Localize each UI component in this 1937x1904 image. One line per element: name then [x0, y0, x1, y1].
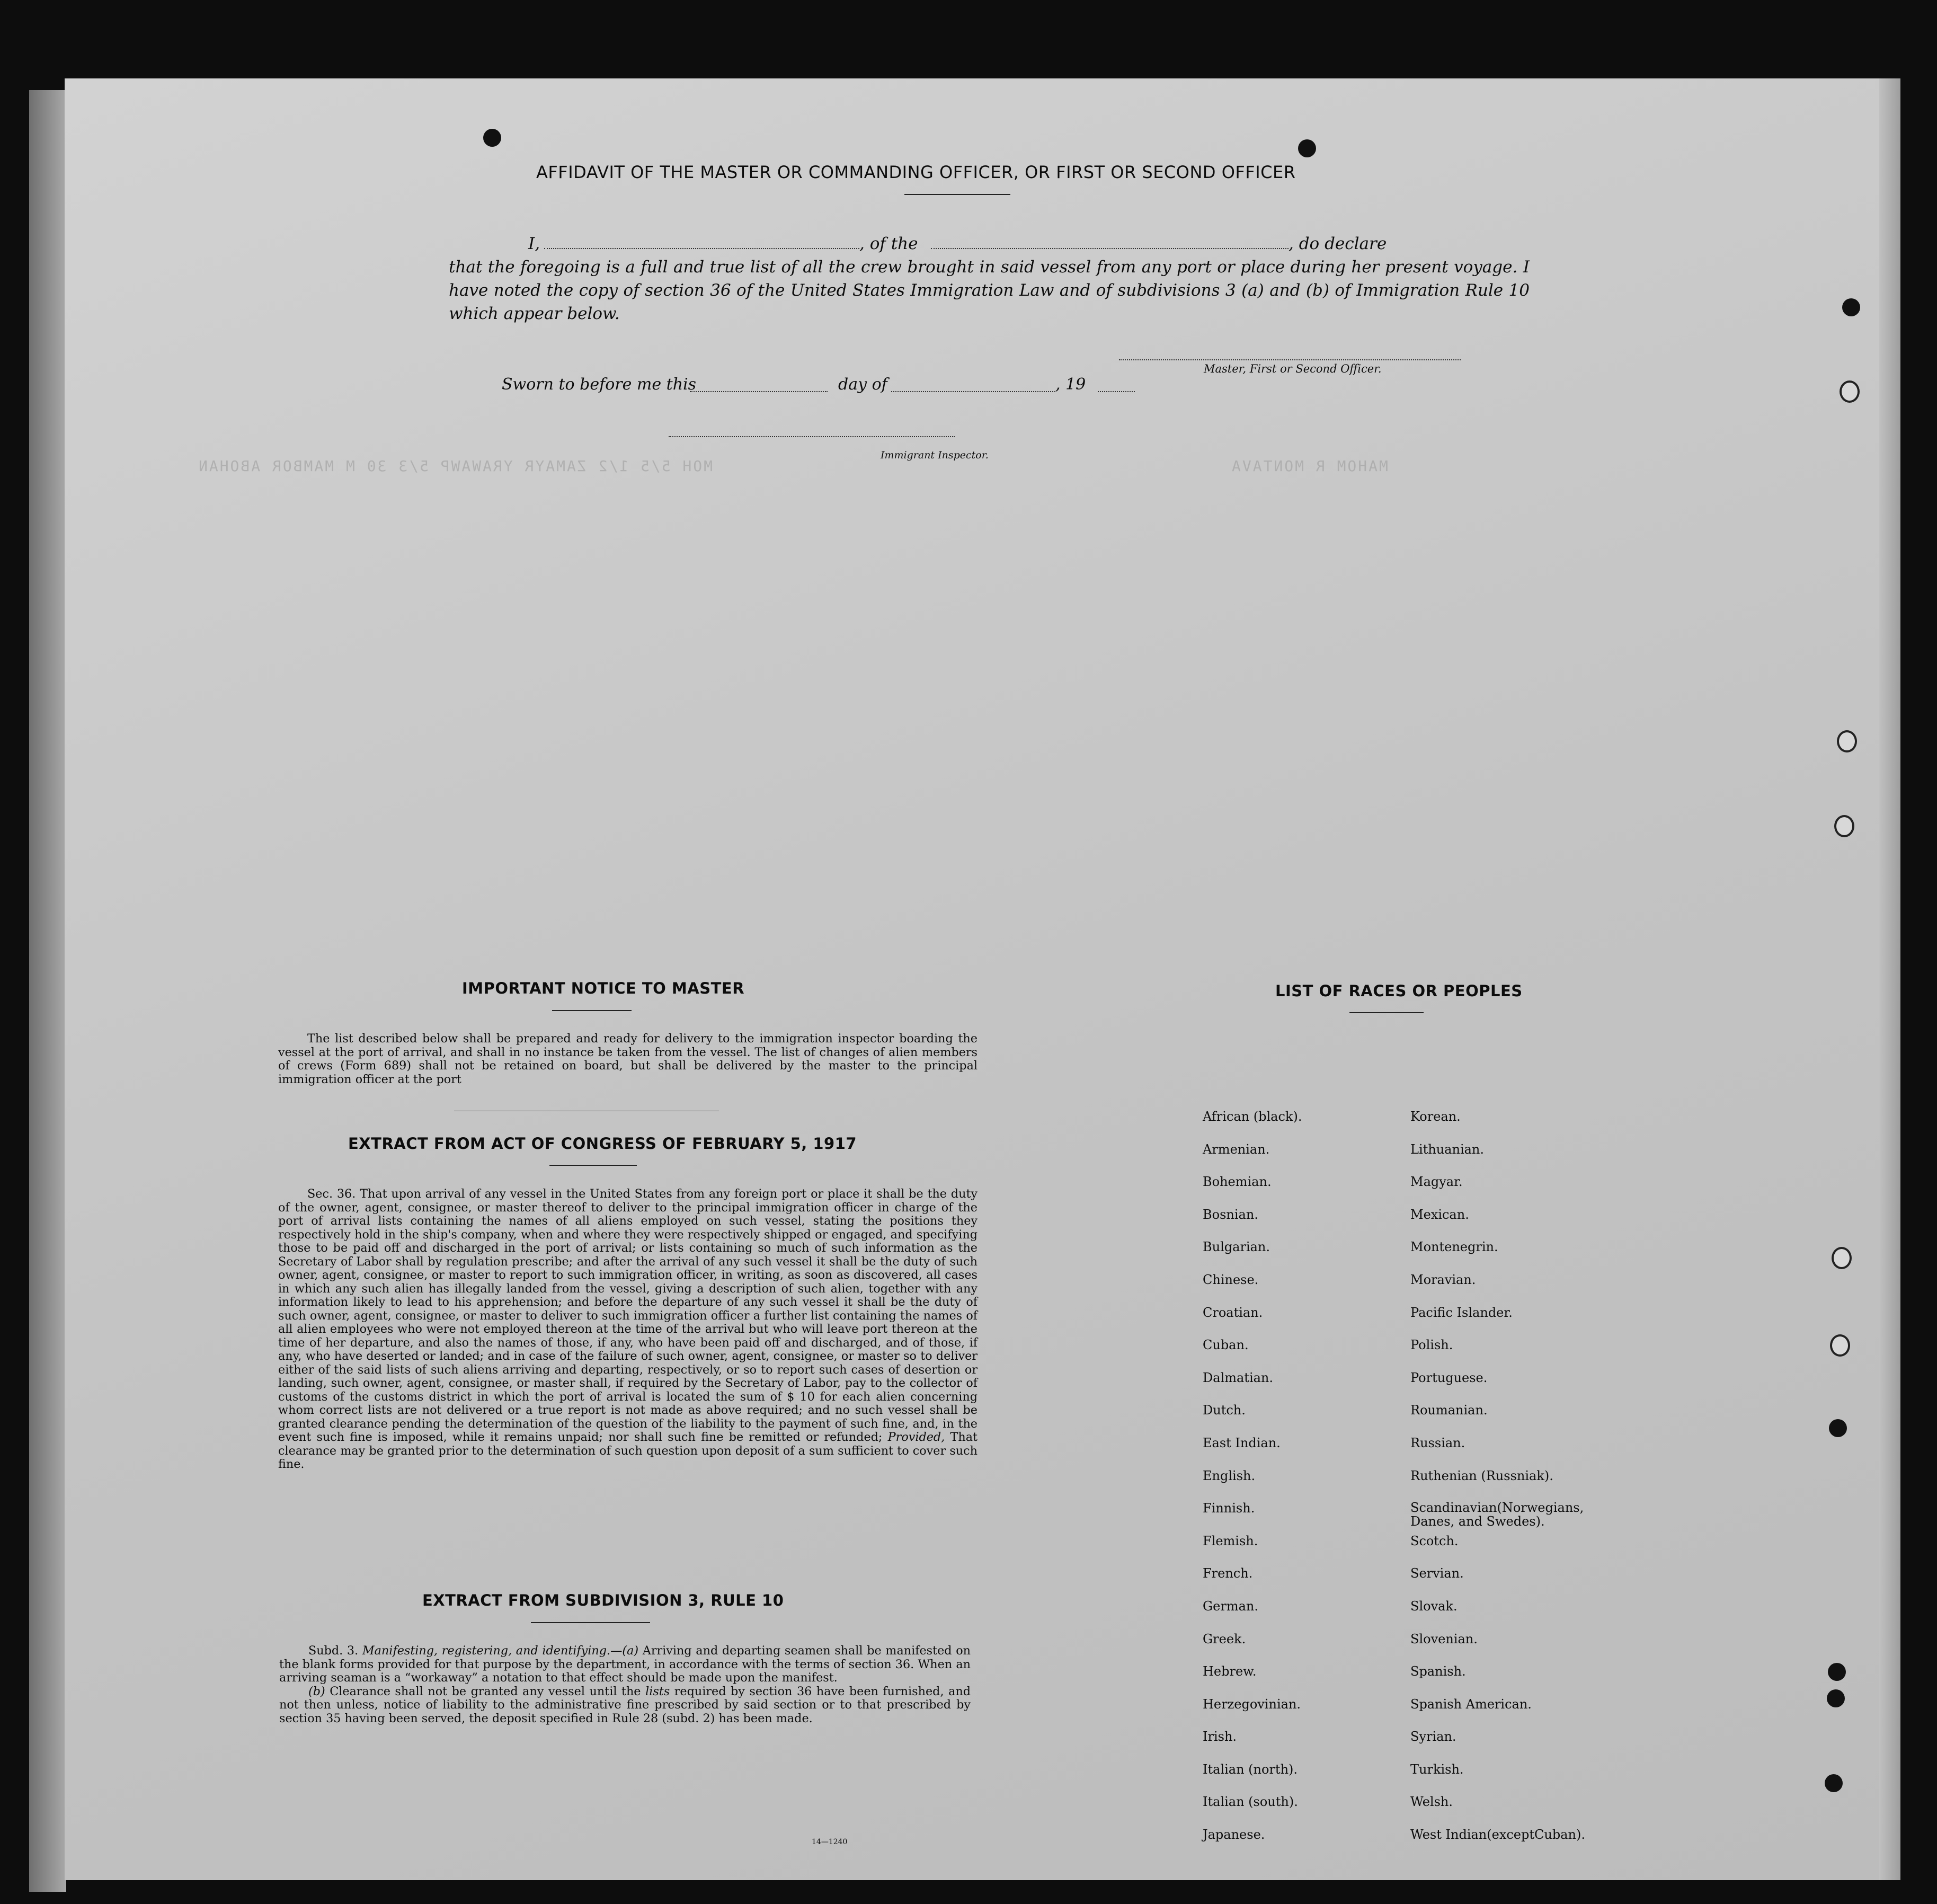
sworn-day-blank: [690, 391, 828, 392]
rule-para-b-pre: Clearance shall not be granted any vessel until the: [330, 1684, 641, 1698]
race-item: French.: [1203, 1566, 1253, 1581]
race-item: Lithuanian.: [1410, 1141, 1485, 1157]
races-left-column: [1203, 1109, 1302, 1860]
race-item: Slovenian.: [1410, 1631, 1478, 1646]
race-item: Korean.: [1410, 1109, 1461, 1124]
notice-heading: IMPORTANT NOTICE TO MASTER: [462, 979, 745, 997]
race-item: Slovak.: [1410, 1598, 1458, 1614]
binder-ring: [1832, 1247, 1852, 1269]
rule-para-a: Arriving and departing seamen shall be manifested on the blank forms provided for that purpose by the department, in accordance with the terms of section 36. When an arriving seaman is a “workaway” a notation to that effect should be made upon the manifest.: [279, 1644, 971, 1685]
race-item: Magyar.: [1410, 1174, 1463, 1190]
inspector-signature-line: [669, 436, 955, 437]
race-item: Portuguese.: [1410, 1370, 1488, 1385]
race-item: Greek.: [1203, 1631, 1246, 1646]
race-item: Dutch.: [1203, 1403, 1246, 1418]
race-item: Dalmatian.: [1203, 1370, 1274, 1385]
bleed-through-text: MAHOM R MONTAVA: [1230, 457, 1388, 475]
race-item: Welsh.: [1410, 1794, 1453, 1810]
rule-rule: [531, 1622, 650, 1623]
race-item: Italian (north).: [1203, 1761, 1298, 1777]
signature-label: Master, First or Second Officer.: [1204, 362, 1382, 375]
rule-heading: EXTRACT FROM SUBDIVISION 3, RULE 10: [422, 1591, 784, 1609]
notice-rule: [552, 1010, 632, 1011]
races-right-column: [1410, 1109, 1601, 1860]
rule-para-b-label: (b): [308, 1684, 325, 1698]
binder-ring: [1830, 1334, 1850, 1357]
punch-hole: [1825, 1774, 1843, 1792]
race-item: Servian.: [1410, 1566, 1464, 1581]
race-item: Bulgarian.: [1203, 1239, 1270, 1255]
punch-hole: [1827, 1689, 1845, 1707]
race-item: West Indian(exceptCuban).: [1410, 1827, 1585, 1843]
act-section-label: Sec. 36.: [307, 1187, 356, 1201]
affidavit-first-line: [449, 232, 1530, 255]
races-heading: LIST OF RACES OR PEOPLES: [1275, 982, 1523, 1000]
name-blank: [544, 248, 859, 249]
sworn-year: , 19: [1055, 375, 1086, 394]
act-heading: EXTRACT FROM ACT OF CONGRESS OF FEBRUARY 5, 1917: [348, 1135, 857, 1153]
race-item: Syrian.: [1410, 1729, 1456, 1744]
race-item: Turkish.: [1410, 1761, 1464, 1777]
affidavit-declare: , do declare: [1289, 234, 1387, 253]
race-item: Mexican.: [1410, 1207, 1469, 1222]
affidavit-of-the: , of the: [859, 234, 918, 253]
race-item: Armenian.: [1203, 1141, 1270, 1157]
punch-hole: [1298, 139, 1316, 157]
act-proviso-text: That clearance may be granted prior to the determination of such question upon deposit of a sum sufficient to cover such fine.: [278, 1430, 978, 1471]
affidavit-title: AFFIDAVIT OF THE MASTER OR COMMANDING OFFICER, OR FIRST OR SECOND OFFICER: [536, 162, 1296, 182]
race-item: Ruthenian (Russniak).: [1410, 1468, 1553, 1483]
race-item: Japanese.: [1203, 1827, 1265, 1843]
punch-hole: [1842, 298, 1860, 316]
affidavit-body: that the foregoing is a full and true list of all the crew brought in said vessel from any port or place during her present voyage. I have noted the copy of section 36 of the United States Immigration Law and of subdivisions 3 (a) and (b) of Immigration Rule 10 which appear below.: [449, 258, 1530, 323]
notice-text: [278, 1032, 978, 1086]
document-page: [65, 78, 1900, 1880]
rule-subd-title: Manifesting, registering, and identifying.—(a): [362, 1644, 639, 1658]
form-number: 14—1240: [812, 1838, 848, 1846]
race-item: Bosnian.: [1203, 1207, 1258, 1222]
race-item: Spanish American.: [1410, 1696, 1532, 1712]
race-item: Roumanian.: [1410, 1403, 1488, 1418]
race-item: English.: [1203, 1468, 1256, 1483]
race-item: Bohemian.: [1203, 1174, 1272, 1190]
rule-text: [279, 1644, 971, 1725]
race-item: African (black).: [1203, 1109, 1302, 1124]
race-item: Scandinavian(Norwegians, Danes, and Swedes).: [1410, 1500, 1584, 1529]
race-item: Scotch.: [1410, 1533, 1459, 1548]
punch-hole: [483, 129, 501, 147]
vessel-blank: [931, 248, 1289, 249]
signature-line: [1119, 359, 1461, 360]
binding-edge: [1879, 78, 1900, 1880]
race-item: Pacific Islander.: [1410, 1305, 1513, 1320]
race-item: Moravian.: [1410, 1272, 1476, 1287]
race-item: Spanish.: [1410, 1664, 1466, 1679]
binder-ring: [1837, 730, 1857, 752]
notice-body: The list described below shall be prepared and ready for delivery to the immigration inspector boarding the vessel at the port of arrival, and shall in no instance be taken from the vessel. The list of changes of alien members of crews (Form 689) shall not be retained on board, but shall be delivered by the master to the principal immigration officer at the port: [278, 1032, 978, 1086]
act-proviso-label: Provided,: [887, 1430, 945, 1444]
binder-ring: [1840, 380, 1860, 403]
race-item: Croatian.: [1203, 1305, 1263, 1320]
affidavit-block: [449, 232, 1530, 325]
bleed-through-text: MOH 5/5 1/2 ZAMAYR YRAWAWP 5/3 30 M MAMBOR ABOHAN: [197, 457, 713, 475]
race-item: Finnish.: [1203, 1501, 1255, 1516]
act-rule: [549, 1165, 637, 1166]
race-item: Cuban.: [1203, 1338, 1249, 1353]
race-item: East Indian.: [1203, 1435, 1281, 1450]
race-item: Herzegovinian.: [1203, 1696, 1301, 1712]
races-rule: [1349, 1012, 1424, 1013]
binder-ring: [1834, 815, 1854, 837]
race-item: Hebrew.: [1203, 1664, 1257, 1679]
race-item: German.: [1203, 1598, 1258, 1614]
rule-subd-label: Subd. 3.: [308, 1644, 359, 1658]
race-item: Irish.: [1203, 1729, 1237, 1744]
title-rule: [904, 194, 1010, 195]
punch-hole: [1829, 1419, 1847, 1437]
race-item: Montenegrin.: [1410, 1239, 1498, 1255]
punch-hole: [1828, 1663, 1846, 1681]
inspector-label: Immigrant Inspector.: [881, 449, 989, 461]
act-text: [278, 1188, 978, 1472]
race-item: Flemish.: [1203, 1533, 1258, 1548]
affidavit-i: I,: [528, 234, 540, 253]
sworn-prefix: Sworn to before me this: [502, 375, 697, 394]
sworn-day-of: day of: [838, 375, 887, 394]
act-body: That upon arrival of any vessel in the United States from any foreign port or place it shall be the duty of the owner, agent, consignee, or master thereof to deliver to the principal immigration officer in charge of the port of arrival lists containing the names of all aliens employed on such vessel, stating the positions they respectively hold in the ship's company, when and where they were respectively shipped or engaged, and specifying those to be paid off and discharged in the port of arrival; or lists containing so much of such information as the Secretary of Labor shall by regulation prescribe; and after the arrival of any such vessel it shall be the duty of such owner, agent, consignee, or master to report to such immigration officer, in writing, as soon as discovered, all cases in which any such alien has illegally landed from the vessel, giving a description of such alien, together with any information likely to lead to his apprehension; and before the departure of any such vessel it shall be the duty of such owner, agent, consignee, or master to deliver to such immigration officer a further list containing the names of all alien employees who were not employed thereon at the time of the arrival but who will leave port thereon at the time of her departure, and also the names of those, if any, who have been paid off and discharged, and of those, if any, who have deserted or landed; and in case of the failure of such owner, agent, consignee, or master so to deliver either of the said lists of such aliens arriving and departing, respectively, or so to report such cases of desertion or landing, such owner, agent, consignee, or master shall, if required by the Secretary of Labor, pay to the collector of customs of the customs district in which the port of arrival is located the sum of $ 10 for each alien concerning whom correct lists are not delivered or a true report is not made as above required; and no such vessel shall be granted clearance pending the determination of the question of the liability to the payment of such fine, and, in the event such fine is imposed, while it remains unpaid; nor shall such fine be remitted or refunded;: [278, 1187, 978, 1444]
race-item: Russian.: [1410, 1435, 1465, 1450]
race-item: Polish.: [1410, 1338, 1453, 1353]
sworn-month-blank: [891, 391, 1055, 392]
race-item: Chinese.: [1203, 1272, 1259, 1287]
page-edge-strip: [29, 90, 66, 1892]
rule-para-b-post: required by section 36 have been furnished, and not then unless, notice of liability to the administrative fine prescribed by said section or to that prescribed by section 35 having been served, the deposit specified in Rule 28 (subd. 2) has been made.: [279, 1684, 971, 1725]
race-item: Italian (south).: [1203, 1794, 1298, 1810]
sworn-year-blank: [1098, 391, 1135, 392]
rule-para-b-lists: lists: [645, 1684, 670, 1698]
